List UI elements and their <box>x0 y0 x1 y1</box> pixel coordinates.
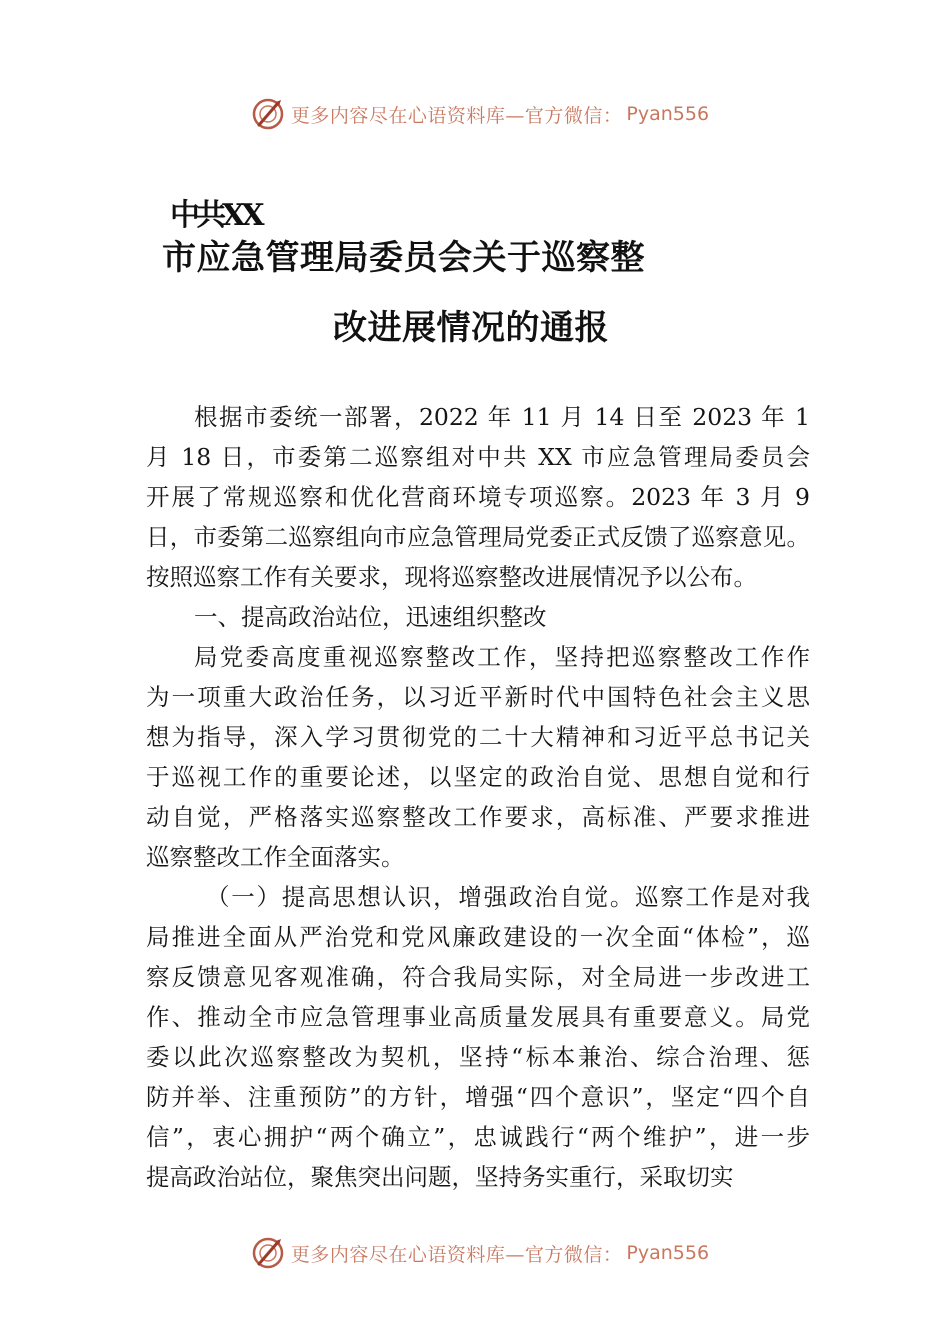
body-line: 察反馈意见客观准确，符合我局实际，对全局进一步改进工 <box>146 963 810 991</box>
body-line: 作、推动全市应急管理事业高质量发展具有重要意义。局党 <box>146 1003 810 1031</box>
body-line: 提高政治站位，聚焦突出问题，坚持务实重行，采取切实 <box>146 1163 734 1191</box>
banner-wechat-handle: Pyan556 <box>626 1242 710 1264</box>
body-line: 动自觉，严格落实巡察整改工作要求，高标准、严要求推进 <box>146 803 810 831</box>
body-line: 于巡视工作的重要论述，以坚定的政治自觉、思想自觉和行 <box>146 763 810 791</box>
document-body <box>146 397 810 1197</box>
banner-text: 更多内容尽在心语资料库—官方微信： <box>290 1243 623 1266</box>
body-line: 巡察整改工作全面落实。 <box>146 843 405 871</box>
banner-content <box>251 1236 709 1270</box>
body-line: 防并举、注重预防”的方针，增强“四个意识”，坚定“四个自 <box>146 1083 810 1111</box>
body-line: 根据市委统一部署，2022 年 11 月 14 日至 2023 年 1 <box>194 403 810 431</box>
body-line: 局推进全面从严治党和党风廉政建设的一次全面“体检”，巡 <box>146 923 810 951</box>
body-line: 想为指导，深入学习贯彻党的二十大精神和习近平总书记关 <box>146 723 810 751</box>
pen-seal-logo-icon <box>251 1236 285 1270</box>
body-line: 月 18 日，市委第二巡察组对中共 XX 市应急管理局委员会 <box>146 443 810 471</box>
body-line: 日，市委第二巡察组向市应急管理局党委正式反馈了巡察意见。 <box>146 523 810 551</box>
banner-content <box>251 97 709 131</box>
header-banner <box>0 94 950 134</box>
pen-seal-logo-icon <box>251 97 285 131</box>
title-prefix: 中共XX <box>170 198 261 233</box>
section-heading: 一、提高政治站位，迅速组织整改 <box>194 603 547 631</box>
subsection-line: （一）提高思想认识，增强政治自觉。巡察工作是对我 <box>206 883 810 911</box>
banner-text: 更多内容尽在心语资料库—官方微信： <box>290 104 623 127</box>
body-line: 信”，衷心拥护“两个确立”，忠诚践行“两个维护”，进一步 <box>146 1123 810 1151</box>
body-line: 局党委高度重视巡察整改工作，坚持把巡察整改工作作 <box>194 643 810 671</box>
body-line: 委以此次巡察整改为契机，坚持“标本兼治、综合治理、惩 <box>146 1043 810 1071</box>
body-line: 开展了常规巡察和优化营商环境专项巡察。2023 年 3 月 9 <box>146 483 810 511</box>
banner-wechat-handle: Pyan556 <box>626 103 710 125</box>
page-title-line-2: 改进展情况的通报 <box>333 308 609 348</box>
footer-banner <box>0 1233 950 1273</box>
body-line: 为一项重大政治任务，以习近平新时代中国特色社会主义思 <box>146 683 810 711</box>
page-title-line-1: 市应急管理局委员会关于巡察整 <box>162 238 645 278</box>
body-line: 按照巡察工作有关要求，现将巡察整改进展情况予以公布。 <box>146 563 757 591</box>
